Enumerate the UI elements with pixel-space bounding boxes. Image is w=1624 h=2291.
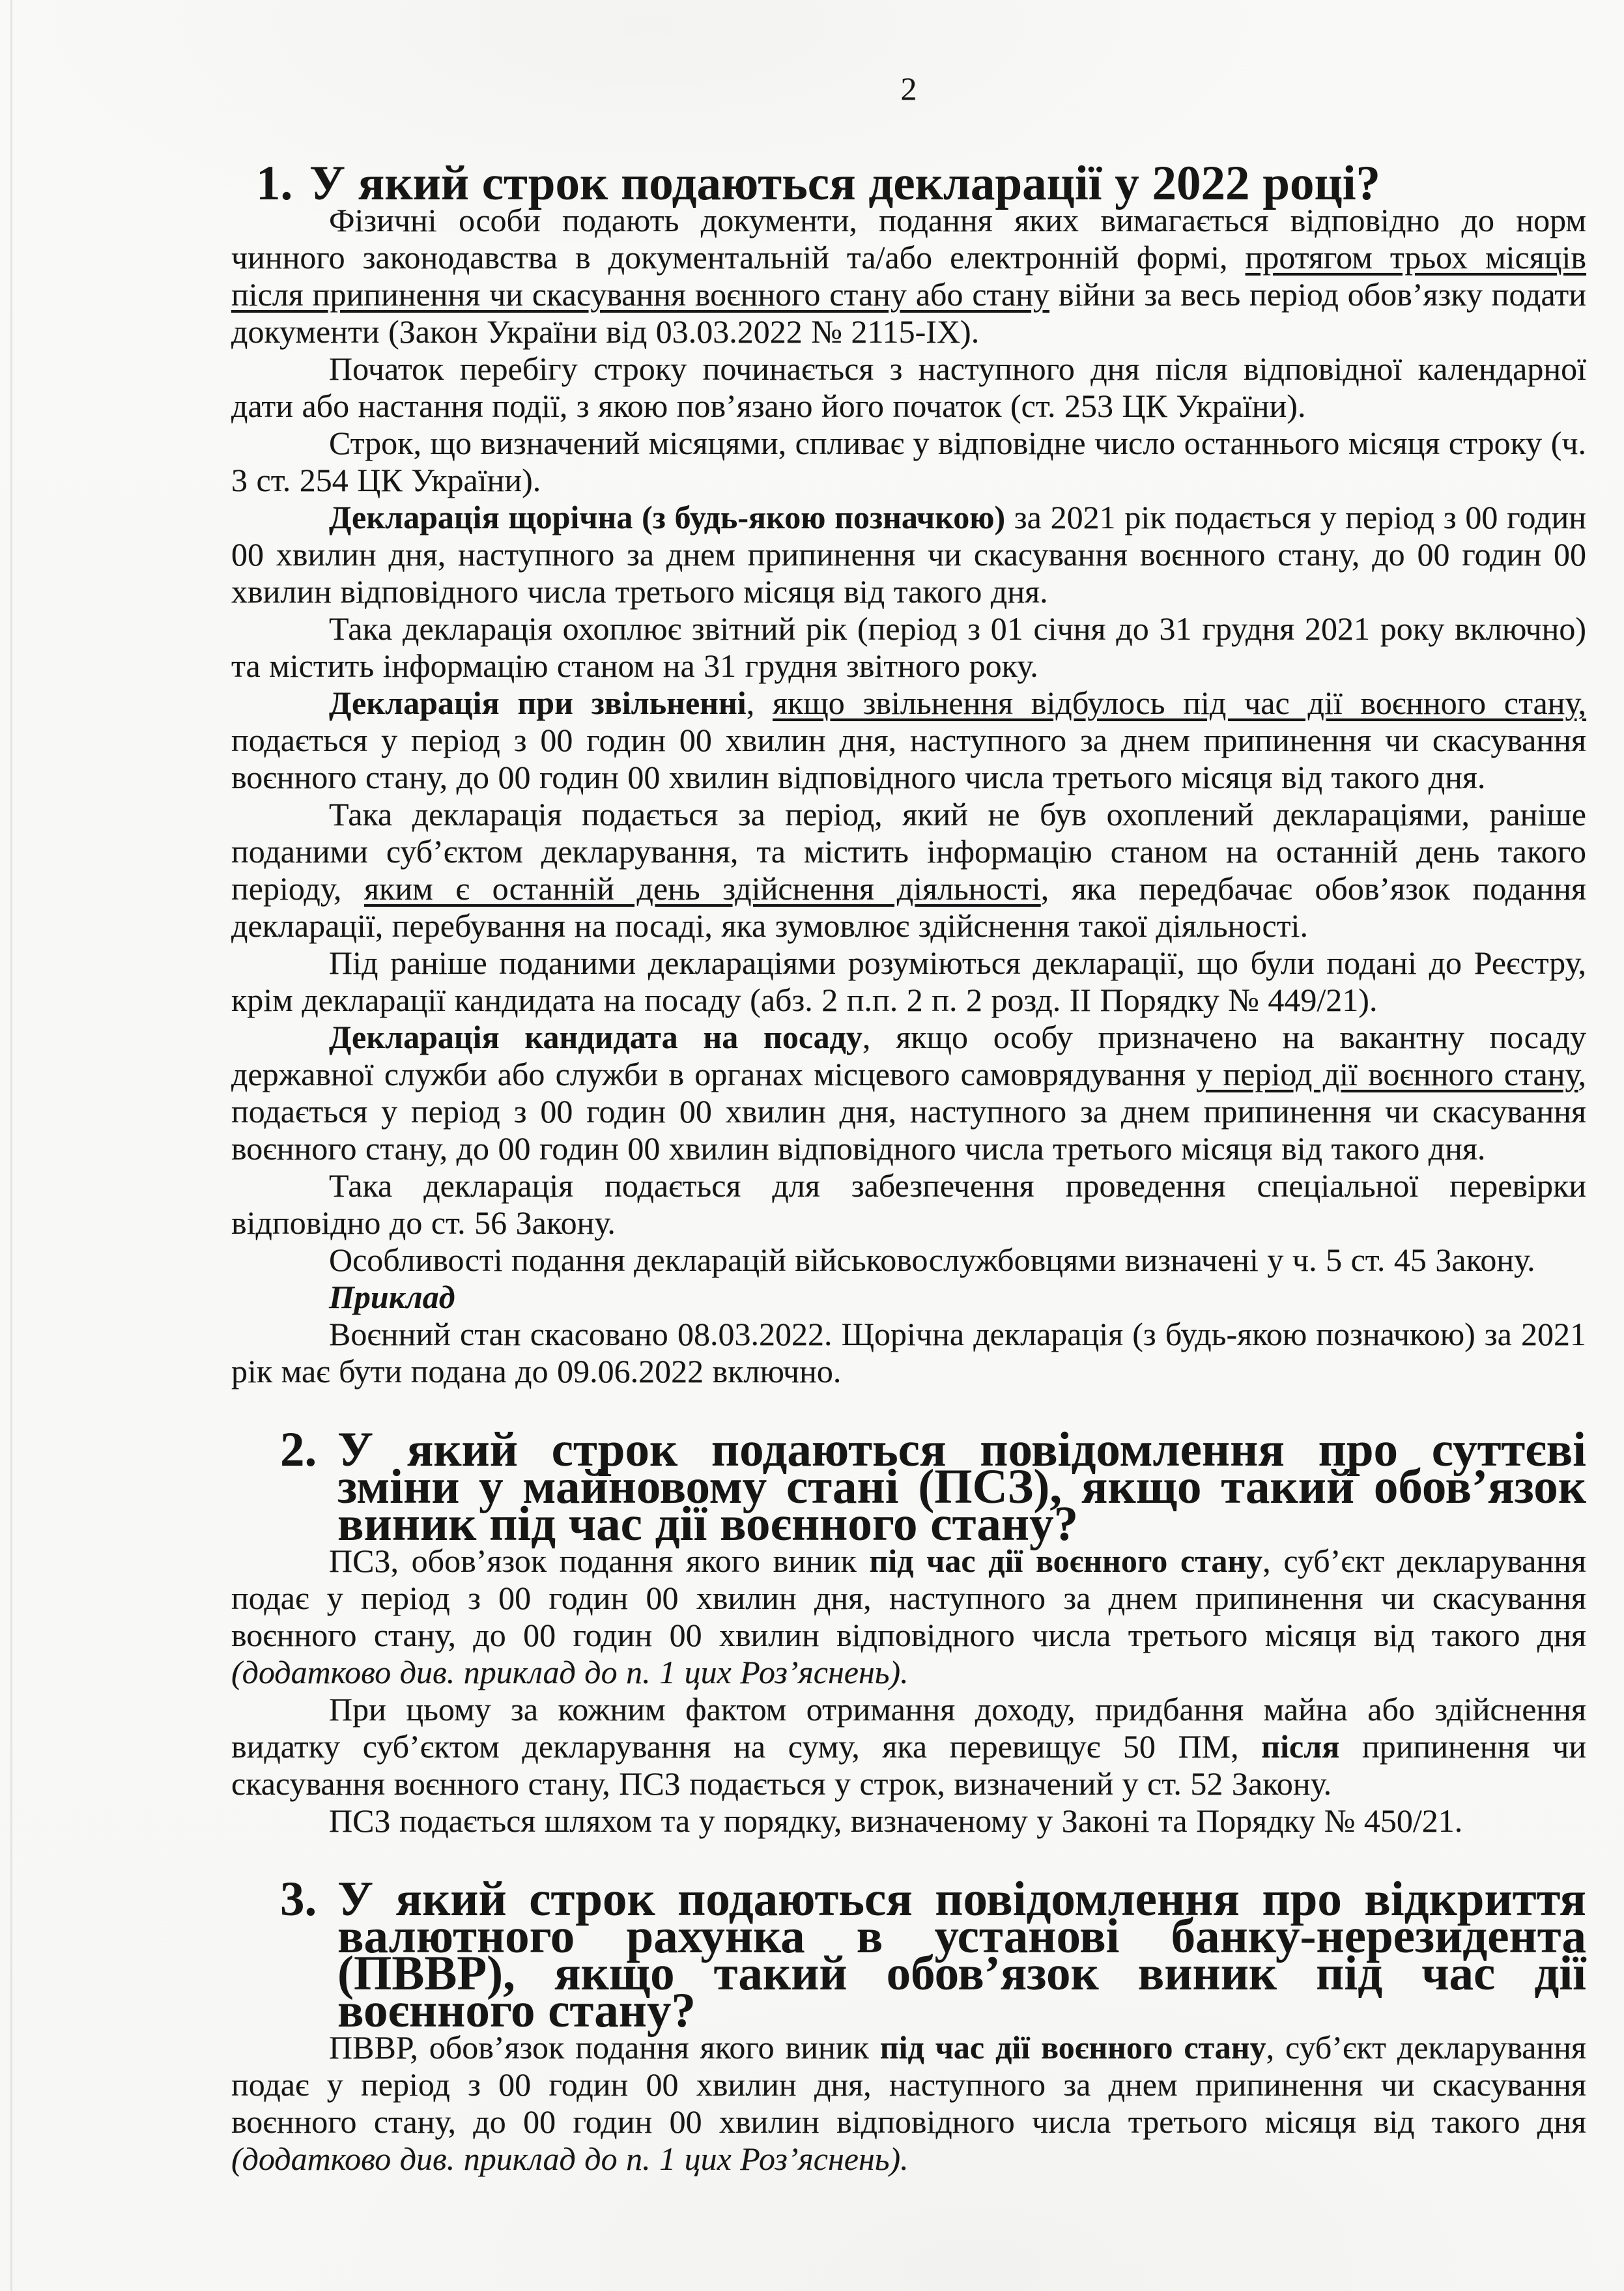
text-run: Така декларація подається для забезпечення проведення спеціальної перевірки відповідно до ст. 56 Закону. <box>231 1167 1586 1241</box>
text-run: Декларація при звільненні <box>329 685 747 721</box>
text-run: Декларація щорічна (з будь-якою позначкою) <box>329 499 1006 535</box>
paragraph-previously-submitted <box>231 945 1586 1019</box>
heading-question-2 <box>280 1423 1586 1551</box>
heading-2-text <box>337 1423 1586 1551</box>
document-content <box>231 70 1586 2178</box>
text-run: ПВВР, обов’язок подання якого виник <box>329 2029 880 2066</box>
text-run: (додатково див. приклад до п. 1 цих Роз’яснень). <box>231 1654 909 1690</box>
text-run: під час дії воєнного стану <box>879 2029 1266 2066</box>
text-run: При цьому за кожним фактом отримання доходу, придбання майна або здійснення видатку суб’єктом декларування на суму, яка перевищує 50 ПМ, <box>231 1691 1586 1765</box>
paragraph-annual-declaration-period <box>231 610 1586 685</box>
text-run: ПСЗ подається шляхом та у порядку, визначеному у Законі та Порядку № 450/21. <box>329 1802 1463 1839</box>
paragraph-psz-after <box>231 1691 1586 1802</box>
heading-3-number: 3. <box>280 1872 317 1926</box>
text-run: , подається у період з 00 годин 00 хвилин дня, наступного за днем припинення чи скасування воєнного стану, до 00 годин 00 хвилин відповідного числа третього місяця від такого дня. <box>231 1056 1586 1167</box>
paragraph-pvvr-deadline <box>231 2029 1586 2178</box>
text-run: У який строк подаються декларації у 2022 році? <box>309 156 1381 210</box>
text-run: , суб’єкт декларування подає у період з 00 годин 00 хвилин дня, наступного за днем припинення чи скасування воєнного стану, до 00 годин 00 хвилин відповідного числа третього місяця від такого дня <box>231 1543 1586 1653</box>
paragraph-military-declarations <box>231 1242 1586 1279</box>
text-run: , якщо особу призначено на вакантну посаду державної служби або служби в органах місцевого самоврядування <box>231 1019 1587 1092</box>
text-run: , яка передбачає обов’язок подання декларації, перебування на посаді, яка зумовлює здійснення такої діяльності. <box>231 870 1586 944</box>
text-run: Така декларація охоплює звітний рік (період з 01 січня до 31 грудня 2021 року включно) та містить інформацію станом на 31 грудня звітного року. <box>231 610 1586 684</box>
heading-3-text <box>337 1872 1586 2038</box>
text-run: подається у період з 00 годин 00 хвилин дня, наступного за днем припинення чи скасування воєнного стану, до 00 годин 00 хвилин відповідного числа третього місяця від такого дня. <box>231 722 1586 795</box>
text-run: яким є останній день здійснення діяльності <box>364 870 1041 907</box>
text-run: Особливості подання декларацій військовослужбовцями визначені у ч. 5 ст. 45 Закону. <box>329 1242 1535 1278</box>
text-run: у період дії воєнного стану <box>1196 1056 1578 1092</box>
text-run: протягом трьох місяців після припинення чи скасування воєнного стану або стану <box>231 239 1586 313</box>
paragraph-example-label <box>231 1279 1586 1316</box>
paragraph-deadline-general <box>231 202 1586 350</box>
text-run: У який строк подаються повідомлення про відкриття валютного рахунка в установі банку-нерезидента (ПВВР), якщо такий обов’язок виник під час дії воєнного стану? <box>337 1872 1586 2038</box>
paragraph-psz-procedure <box>231 1802 1586 1840</box>
heading-1-number: 1. <box>256 156 293 210</box>
text-run: війни за весь період обов’язку подати документи (Закон України від 03.03.2022 № 2115-IX). <box>231 276 1586 350</box>
text-run: У який строк подаються повідомлення про суттєві зміни у майновому стані (ПСЗ), якщо такий обов’язок виник під час дії воєнного стану? <box>337 1423 1586 1551</box>
text-run: припинення чи скасування воєнного стану, ПСЗ подається у строк, визначений у ст. 52 Закону. <box>231 1728 1586 1802</box>
paragraph-annual-declaration <box>231 499 1586 610</box>
text-run: ПСЗ, обов’язок подання якого виник <box>329 1543 870 1579</box>
paragraph-dismissal-declaration-period <box>231 796 1586 945</box>
paragraph-term-start <box>231 350 1586 425</box>
text-run: Фізичні особи подають документи, подання яких вимагається відповідно до норм чинного законодавства в документальній та/або електронній формі, <box>231 202 1586 276</box>
paragraph-term-months <box>231 425 1586 499</box>
paragraph-candidate-declaration <box>231 1019 1586 1167</box>
heading-question-3 <box>280 1872 1586 2038</box>
text-run: , <box>746 685 773 721</box>
text-run: Початок перебігу строку починається з наступного дня після відповідної календарної дати або настання події, з якою пов’язано його початок (ст. 253 ЦК України). <box>231 350 1586 424</box>
paragraph-psz-deadline <box>231 1543 1586 1691</box>
text-run: , суб’єкт декларування подає у період з 00 годин 00 хвилин дня, наступного за днем припинення чи скасування воєнного стану, до 00 годин 00 хвилин відповідного числа третього місяця від такого дня <box>231 2029 1586 2140</box>
text-run: (додатково див. приклад до п. 1 цих Роз’яснень). <box>231 2141 909 2177</box>
text-run: Воєнний стан скасовано 08.03.2022. Щорічна декларація (з будь-якою позначкою) за 2021 рік має бути подана до 09.06.2022 включно. <box>231 1316 1586 1389</box>
paragraph-special-check <box>231 1167 1586 1242</box>
heading-question-1 <box>256 156 1586 210</box>
paragraph-example-text <box>231 1316 1586 1390</box>
text-run: Строк, що визначений місяцями, спливає у відповідне число останнього місяця строку (ч. 3 ст. 254 ЦК України). <box>231 425 1586 498</box>
text-run: Така декларація подається за період, який не був охоплений деклараціями, раніше поданими суб’єктом декларування, та містить інформацію станом на останній день такого періоду, <box>231 796 1586 907</box>
text-run: після <box>1261 1728 1340 1765</box>
text-run: якщо звільнення відбулось під час дії воєнного стану, <box>773 685 1586 721</box>
text-run: під час дії воєнного стану <box>869 1543 1263 1579</box>
text-run: Декларація кандидата на посаду <box>329 1019 862 1055</box>
text-run: за 2021 рік подається у період з 00 годин 00 хвилин дня, наступного за днем припинення чи скасування воєнного стану, до 00 годин 00 хвилин відповідного числа третього місяця від такого дня. <box>231 499 1586 610</box>
heading-2-number: 2. <box>280 1423 317 1477</box>
text-run: Під раніше поданими деклараціями розуміються декларації, що були подані до Реєстру, крім декларації кандидата на посаду (абз. 2 п.п. 2 п. 2 розд. II Порядку № 449/21). <box>231 945 1586 1018</box>
text-run: Приклад <box>329 1279 455 1315</box>
page-number: 2 <box>900 70 917 107</box>
paragraph-dismissal-declaration <box>231 685 1586 796</box>
